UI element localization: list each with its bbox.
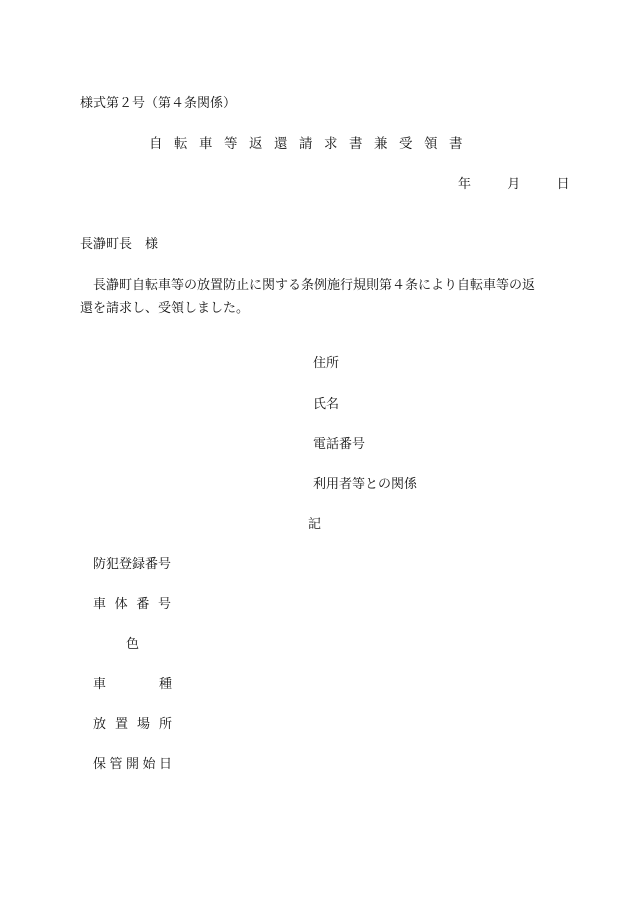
- field-color: 色: [126, 637, 140, 652]
- applicant-address-label: 住所: [313, 356, 340, 371]
- date-year: 年: [458, 177, 472, 192]
- request-body: [80, 274, 551, 320]
- applicant-phone-label: 電話番号: [313, 437, 366, 452]
- field-location-char: 場: [136, 717, 150, 732]
- date-day: 日: [556, 177, 570, 192]
- field-body-number: [93, 596, 171, 614]
- field-storage-start: [93, 756, 172, 774]
- field-storage-start-char: 管: [109, 757, 123, 772]
- field-storage-start-char: 保: [93, 757, 107, 772]
- field-type-char: 種: [158, 677, 172, 692]
- field-registration-number: 防犯登録番号: [93, 557, 172, 572]
- request-body-line2: 還を請求し、受領しました。: [80, 301, 250, 316]
- addressee: 長瀞町長 様: [80, 237, 159, 252]
- record-mark: 記: [308, 517, 322, 532]
- field-body-number-char: 番: [136, 597, 150, 612]
- field-storage-start-char: 始: [142, 757, 156, 772]
- field-location: [93, 716, 172, 734]
- applicant-name-label: 氏名: [313, 397, 340, 412]
- date-line: [458, 176, 570, 194]
- field-storage-start-char: 開: [125, 757, 139, 772]
- document-title: 自転車等返還請求書兼受領書: [149, 136, 474, 152]
- date-month: 月: [507, 177, 521, 192]
- field-location-char: 所: [158, 717, 172, 732]
- field-storage-start-char: 日: [158, 757, 172, 772]
- field-type: [93, 676, 172, 694]
- request-body-line1: 長瀞町自転車等の放置防止に関する条例施行規則第４条により自転車等の返: [93, 278, 536, 293]
- field-location-char: 置: [114, 717, 128, 732]
- field-location-char: 放: [93, 717, 107, 732]
- field-body-number-char: 号: [157, 597, 171, 612]
- field-body-number-char: 体: [114, 597, 128, 612]
- field-type-char: 車: [93, 677, 107, 692]
- applicant-relation-label: 利用者等との関係: [313, 477, 418, 492]
- field-body-number-char: 車: [93, 597, 107, 612]
- form-number: 様式第２号（第４条関係）: [80, 96, 237, 111]
